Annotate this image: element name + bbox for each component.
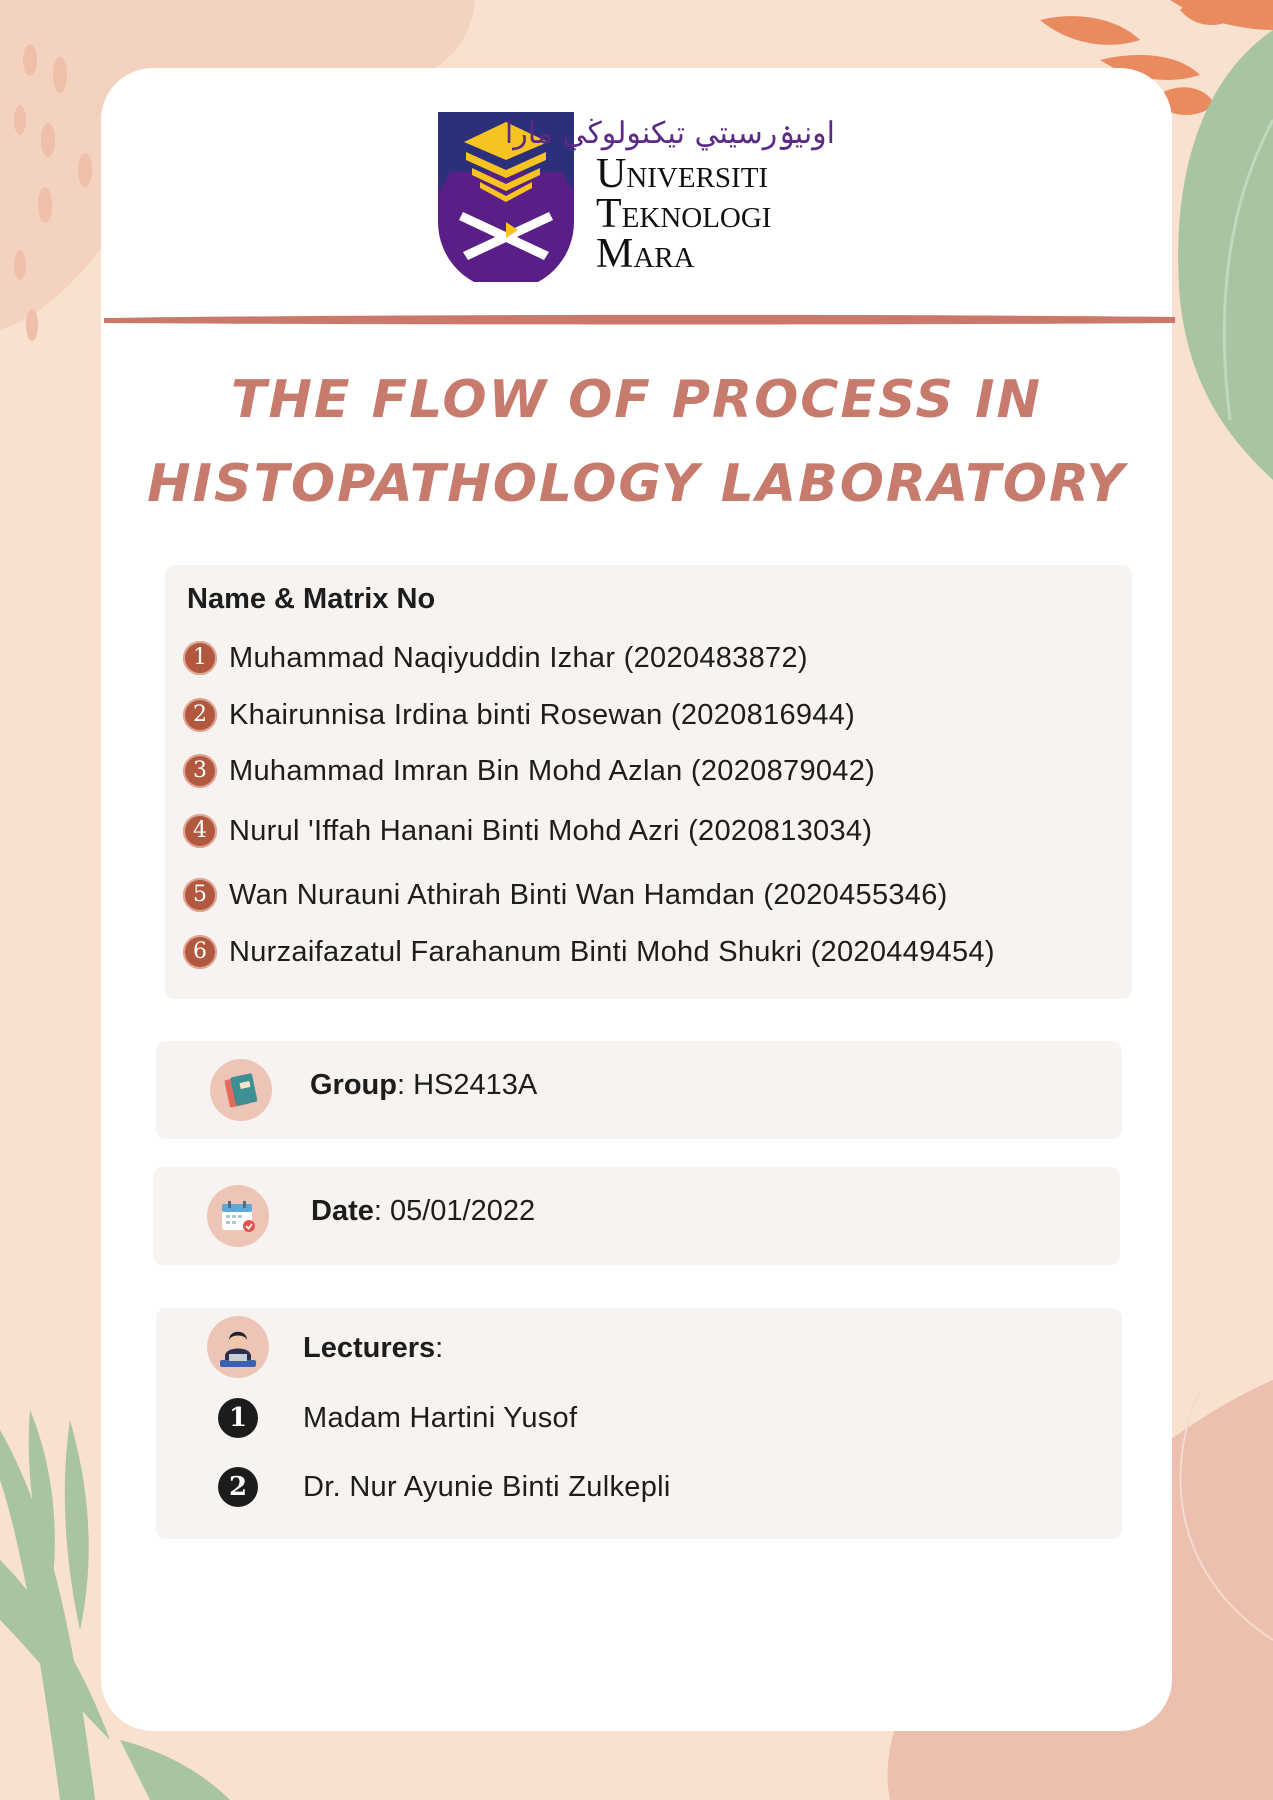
date-panel [153, 1167, 1120, 1265]
notebook-icon [221, 1070, 261, 1110]
member-item [183, 875, 948, 915]
member-item [183, 811, 872, 851]
lecturer-name: Dr. Nur Ayunie Binti Zulkepli [303, 1470, 671, 1503]
university-name [596, 151, 772, 277]
date-value: : 05/01/2022 [373, 1195, 536, 1227]
group-value: : HS2413A [397, 1069, 538, 1101]
lecturer-name: Madam Hartini Yusof [303, 1401, 578, 1434]
lecturers-panel [156, 1308, 1122, 1539]
member-item [183, 695, 855, 735]
members-heading: Name & Matrix No [187, 583, 436, 615]
members-panel [165, 565, 1132, 999]
title-line: THE FLOW OF PROCESS IN [231, 370, 1042, 430]
date-text [311, 1195, 535, 1228]
member-text: Muhammad Naqiyuddin Izhar (2020483872) [229, 641, 808, 674]
number-badge: 1 [218, 1398, 258, 1438]
member-item [183, 638, 808, 678]
lecturer-icon-circle [207, 1316, 269, 1378]
header-divider [104, 312, 1175, 328]
group-text [310, 1069, 537, 1102]
title-line: HISTOPATHOLOGY LABORATORY [147, 454, 1126, 514]
lecturers-suffix: : [435, 1332, 444, 1364]
lecturers-label: Lecturers [303, 1332, 436, 1364]
university-name-jawi: اونيۏرسيتي تيکنولوڬي مارا [504, 116, 835, 151]
university-name-line: Teknologi [596, 191, 772, 237]
member-item [183, 751, 875, 791]
university-name-line: Mara [596, 231, 695, 277]
number-badge: 5 [183, 878, 217, 912]
calendar-icon [218, 1196, 258, 1236]
lecturer-item [218, 1398, 577, 1438]
lecturer-item [218, 1467, 671, 1507]
number-badge: 2 [218, 1467, 258, 1507]
member-text: Khairunnisa Irdina binti Rosewan (2020816944) [229, 698, 856, 731]
date-label: Date [311, 1195, 374, 1227]
calendar-icon-circle [207, 1185, 269, 1247]
number-badge: 3 [183, 754, 217, 788]
lecturers-heading [303, 1332, 443, 1365]
group-panel [156, 1041, 1122, 1139]
member-text: Wan Nurauni Athirah Binti Wan Hamdan (2020455346) [229, 878, 948, 911]
university-logo [438, 112, 838, 282]
member-text: Muhammad Imran Bin Mohd Azlan (2020879042) [229, 754, 876, 787]
member-text: Nurul 'Iffah Hanani Binti Mohd Azri (2020813034) [229, 814, 873, 847]
number-badge: 2 [183, 698, 217, 732]
number-badge: 6 [183, 935, 217, 969]
notebook-icon-circle [210, 1059, 272, 1121]
lecturer-icon [207, 1316, 269, 1378]
group-label: Group [310, 1069, 397, 1101]
number-badge: 4 [183, 814, 217, 848]
member-text: Nurzaifazatul Farahanum Binti Mohd Shukri (2020449454) [229, 935, 995, 968]
page-title [101, 358, 1172, 526]
university-name-line: Universiti [596, 151, 769, 197]
member-item [183, 932, 995, 972]
number-badge: 1 [183, 641, 217, 675]
